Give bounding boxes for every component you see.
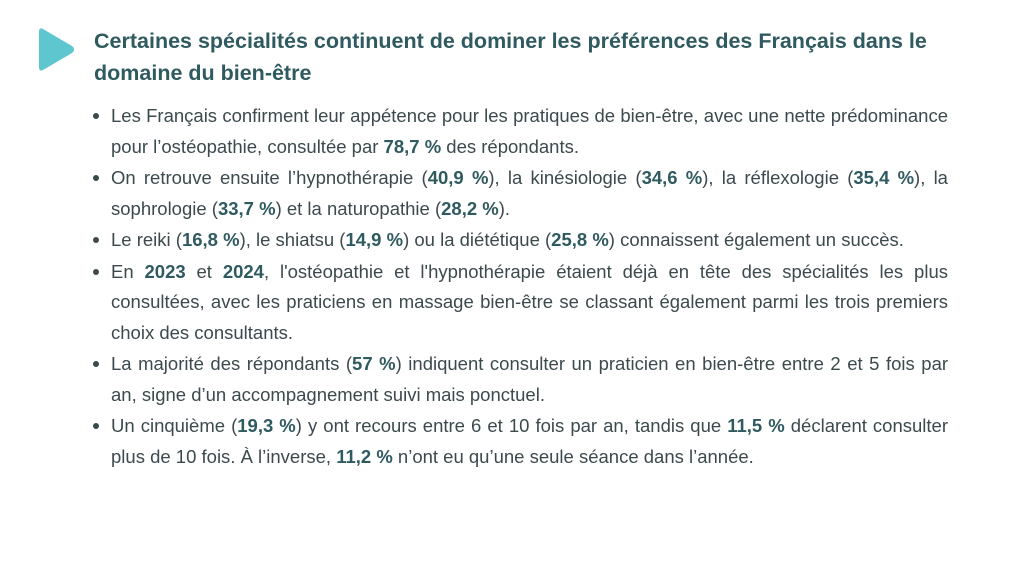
stat-value: 11,2 % [336, 445, 393, 467]
bullet-text: ), la sophrologie ( [111, 167, 948, 219]
stat-value: 16,8 % [181, 229, 240, 250]
bullet-specialties [90, 163, 948, 224]
bullet-osteopathy [90, 101, 948, 162]
bullet-text: ) ou la diététique ( [403, 229, 552, 250]
bullet-text: ) y ont recours entre 6 et 10 fois par an, tandis que [295, 415, 728, 436]
stat-value: 78,7 % [383, 135, 442, 157]
bullet-history [90, 257, 948, 349]
bullet-text: ) connaissent également un succès. [608, 229, 904, 250]
bullet-text: ) et la naturopathie ( [275, 197, 442, 219]
bullet-dot [93, 269, 99, 275]
play-triangle-shape [39, 28, 74, 70]
stat-value: 19,3 % [237, 415, 296, 436]
bullet-list [90, 101, 948, 473]
bullet-text: Le reiki ( [111, 229, 182, 250]
year-value: 2023 [144, 260, 186, 282]
bullet-text: et [185, 260, 223, 282]
bullet-text: déclarent consulter plus de 10 fois. À l’inverse, [111, 415, 948, 467]
bullet-text: ), la réflexologie ( [702, 167, 854, 188]
bullet-dot [93, 237, 99, 243]
stat-value: 14,9 % [345, 229, 404, 250]
bullet-text: , l'ostéopathie et l'hypnothérapie étaient déjà en tête des spécialités les plus consultées, avec les praticiens en massage bien-être se classant également parmi les trois premiers choix des consultants. [111, 260, 948, 343]
play-triangle-icon [38, 27, 76, 72]
stat-value: 40,9 % [427, 167, 489, 188]
bullet-text: On retrouve ensuite l’hypnothérapie ( [111, 167, 428, 188]
bullet-text: ) indiquent consulter un praticien en bien-être entre 2 et 5 fois par an, signe d’un accompagnement suivi mais ponctuel. [111, 353, 949, 405]
stat-value: 33,7 % [217, 197, 276, 219]
stat-value: 57 % [352, 353, 396, 374]
stat-value: 35,4 % [853, 167, 915, 188]
bullet-reiki [90, 225, 948, 256]
bullet-text: La majorité des répondants ( [111, 353, 353, 374]
stat-value: 34,6 % [641, 167, 703, 188]
stat-value: 11,5 % [727, 415, 785, 436]
bullet-frequency-majority [90, 349, 948, 410]
bullet-text: En [111, 260, 145, 282]
stat-value: 28,2 % [441, 197, 499, 219]
bullet-text: ), le shiatsu ( [239, 229, 346, 250]
bullet-text: des répondants. [441, 135, 579, 157]
bullet-dot [93, 361, 99, 367]
stat-value: 25,8 % [551, 229, 609, 250]
bullet-text: Un cinquième ( [111, 415, 238, 436]
bullet-dot [93, 113, 99, 119]
bullet-text: ), la kinésiologie ( [488, 167, 642, 188]
bullet-dot [93, 175, 99, 181]
bullet-text: ). [498, 197, 511, 219]
bullet-text: Les Français confirment leur appétence pour les pratiques de bien-être, avec une nette prédominance pour l’ostéopathie, consultée par [111, 105, 948, 157]
bullet-dot [93, 423, 99, 429]
bullet-frequency-other [90, 411, 948, 472]
bullet-text: n’ont eu qu’une seule séance dans l’année. [392, 445, 754, 467]
slide-title: Certaines spécialités continuent de dominer les préférences des Français dans le domaine du bien-être [94, 29, 927, 85]
year-value: 2024 [222, 260, 264, 282]
